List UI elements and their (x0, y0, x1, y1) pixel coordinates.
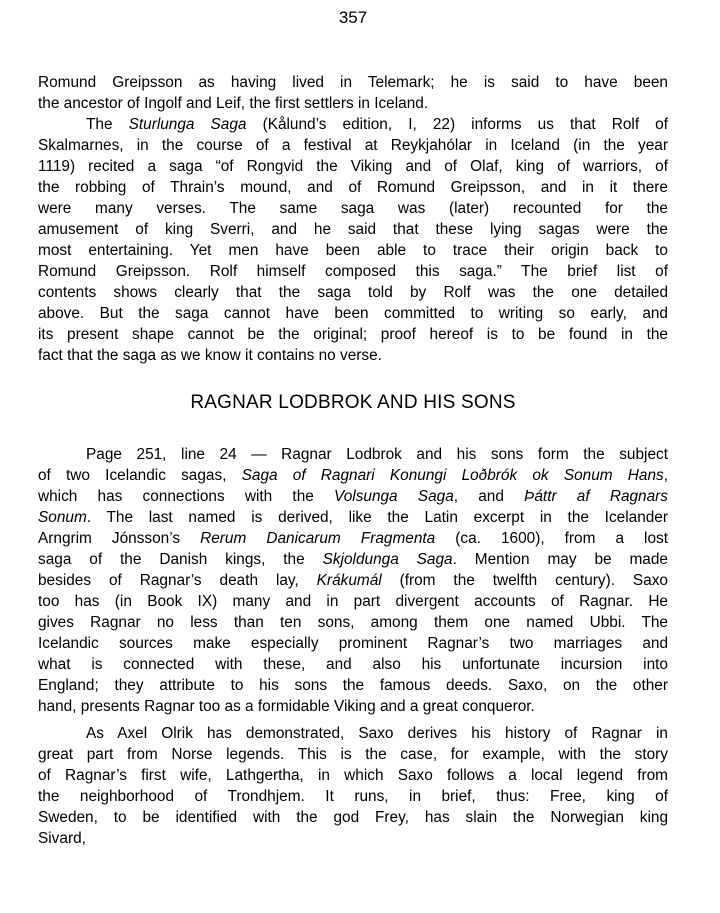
paragraph-1 (38, 72, 668, 114)
page-number: 357 (338, 8, 368, 27)
text-line: Romund Greipsson as having lived in Telemark; he is said to have been (38, 74, 668, 91)
text-line: Romund Greipsson. Rolf himself composed this saga.” The brief list of (38, 263, 668, 280)
text-line: Icelandic sources make especially prominent Ragnar’s two marriages and (38, 635, 668, 652)
text-line: what is connected with these, and also his unfortunate incursion into (38, 656, 668, 673)
text-line: hand, presents Ragnar too as a formidable Viking and a great conqueror. (38, 698, 535, 715)
text-line: 1119) recited a saga “of Rongvid the Viking and of Olaf, king of warriors, of (38, 158, 668, 175)
paragraph-4 (38, 723, 668, 849)
text-line: As Axel Olrik has demonstrated, Saxo derives his history of Ragnar in (86, 725, 668, 742)
text-line: Skalmarnes, in the course of a festival at Reykjahólar in Iceland (in the year (38, 137, 668, 154)
text-line: the robbing of Thrain’s mound, and of Romund Greipsson, and in it there (38, 179, 668, 196)
page-body (38, 8, 668, 849)
text-line: were many verses. The same saga was (later) recounted for the (38, 200, 668, 217)
text-line: Page 251, line 24 — Ragnar Lodbrok and his sons form the subject (86, 446, 668, 463)
section-heading: RAGNAR LODBROK AND HIS SONS (190, 392, 516, 413)
text-line: the ancestor of Ingolf and Leif, the first settlers in Iceland. (38, 95, 429, 112)
text-line: its present shape cannot be the original; proof hereof is to be found in the (38, 326, 668, 343)
text-line: Sweden, to be identified with the god Frey, has slain the Norwegian king (38, 809, 668, 826)
paragraph-3 (38, 444, 668, 717)
text-line: contents shows clearly that the saga told by Rolf was the one detailed (38, 284, 668, 301)
text-line: saga of the Danish kings, the Skjoldunga Saga. Mention may be made (38, 551, 668, 568)
document-content (38, 72, 668, 849)
text-line: England; they attribute to his sons the famous deeds. Saxo, on the other (38, 677, 668, 694)
text-line: The Sturlunga Saga (Kålund’s edition, I, 22) informs us that Rolf of (86, 116, 669, 133)
text-line: of Ragnar’s first wife, Lathgertha, in which Saxo follows a local legend from (38, 767, 668, 784)
text-line: which has connections with the Volsunga Saga, and Þáttr af Ragnars (38, 488, 668, 505)
text-line: besides of Ragnar’s death lay, Krákumál (from the twelfth century). Saxo (38, 572, 668, 589)
text-line: amusement of king Sverri, and he said that these lying sagas were the (38, 221, 668, 238)
text-line: Sonum. The last named is derived, like the Latin excerpt in the Icelander (38, 509, 668, 526)
text-line: Sivard, (38, 830, 86, 847)
text-line: the neighborhood of Trondhjem. It runs, in brief, thus: Free, king of (38, 788, 668, 805)
document-page (0, 8, 720, 913)
text-line: most entertaining. Yet men have been able to trace their origin back to (38, 242, 668, 259)
text-line: great part from Norse legends. This is the case, for example, with the story (38, 746, 668, 763)
text-line: too has (in Book IX) many and in part divergent accounts of Ragnar. He (38, 593, 668, 610)
text-line: above. But the saga cannot have been committed to writing so early, and (38, 305, 668, 322)
text-line: Arngrim Jónsson’s Rerum Danicarum Fragmenta (ca. 1600), from a lost (38, 530, 668, 547)
text-line: gives Ragnar no less than ten sons, among them one named Ubbi. The (38, 614, 668, 631)
text-line: of two Icelandic sagas, Saga of Ragnari Konungi Loðbrók ok Sonum Hans, (38, 467, 668, 484)
paragraph-2 (38, 114, 668, 366)
text-line: fact that the saga as we know it contains no verse. (38, 347, 382, 364)
